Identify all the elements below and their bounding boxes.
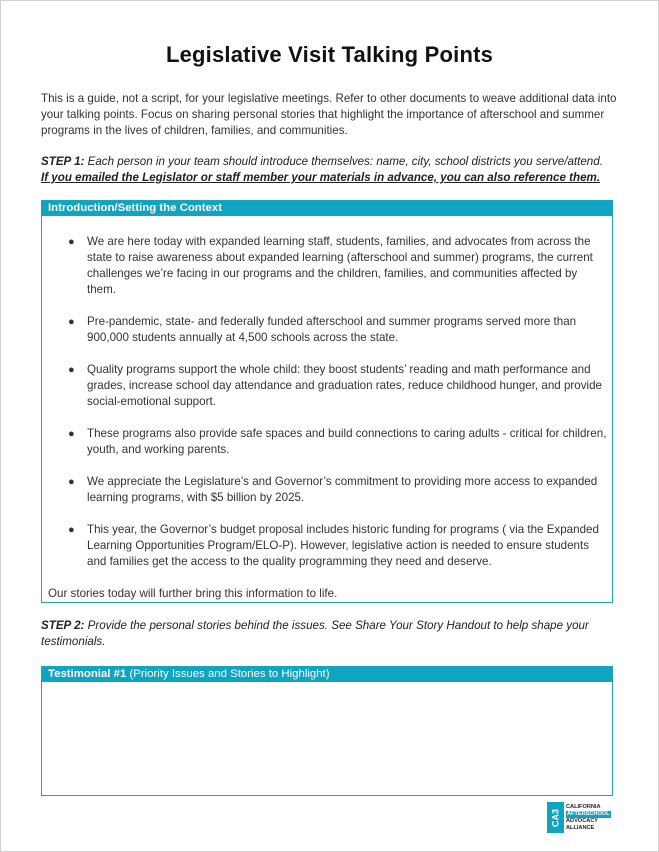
bullet-icon: ●	[68, 524, 75, 536]
testimonial-title: Testimonial #1	[48, 668, 127, 680]
list-item-text: Quality programs support the whole child: they boost students’ reading and math performance and grades, increase school day attendance and graduation rates, reduce childhood hunger, and provide social-emotional support.	[87, 363, 602, 408]
step-1	[41, 154, 631, 186]
logo-line: ADVOCACY	[566, 817, 599, 824]
list-item	[68, 314, 607, 346]
testimonial-box	[41, 666, 613, 796]
list-item-text: Pre-pandemic, state- and federally funded afterschool and summer programs served more than 900,000 students annually at 4,500 schools across the state.	[87, 315, 577, 344]
list-item	[68, 474, 607, 506]
logo-line: CALIFORNIA	[566, 803, 601, 810]
bullet-icon: ●	[68, 316, 75, 328]
list-item	[68, 426, 607, 458]
intro-paragraph: This is a guide, not a script, for your legislative meetings. Refer to other documents to weave additional data into your talking points. Focus on sharing personal stories that highlight the importance of afterschool and summer programs in the lives of children, families, and communities.	[41, 92, 617, 137]
testimonial-box-header	[42, 667, 612, 682]
step-1-text: Each person in your team should introduce themselves: name, city, school districts you serve/attend.	[84, 155, 603, 168]
step-2-label: STEP 2:	[41, 619, 85, 632]
testimonial-writing-area	[42, 682, 612, 794]
logo-line: ALLIANCE	[566, 824, 595, 831]
list-item-text: We are here today with expanded learning staff, students, families, and advocates from across the state to raise awareness about expanded learning (afterschool and summer) programs, the current challenges we’re facing in our programs and the children, families, and communities affected by them.	[87, 235, 593, 296]
step-1-label: STEP 1:	[41, 155, 85, 168]
closing-text: Our stories today will further bring this information to life.	[48, 587, 338, 600]
bullet-icon: ●	[68, 364, 75, 376]
list-item-text: This year, the Governor’s budget proposal includes historic funding for programs ( via the Expanded Learning Opportunities Program/ELO-P). However, legislative action is needed to ensure students and families get the access to the quality programming they need and deserve.	[87, 523, 599, 568]
list-item	[68, 362, 607, 410]
list-item-text: We appreciate the Legislature’s and Governor’s commitment to providing more access to expanded learning programs, with $5 billion by 2025.	[87, 475, 598, 504]
list-item	[68, 522, 607, 570]
step-2	[41, 618, 616, 650]
logo-line: AFTERSCHOOL	[567, 810, 610, 817]
bullet-icon: ●	[68, 236, 75, 248]
ca3-logo	[547, 801, 611, 834]
step-1-note: If you emailed the Legislator or staff member your materials in advance, you can also reference them.	[41, 171, 601, 184]
introduction-box	[41, 200, 613, 603]
testimonial-subtitle: (Priority Issues and Stories to Highlight)	[126, 668, 330, 680]
list-item	[68, 234, 607, 298]
list-item-text: These programs also provide safe spaces and build connections to caring adults - critical for children, youth, and working parents.	[87, 427, 607, 456]
bullet-icon: ●	[68, 476, 75, 488]
introduction-box-header: Introduction/Setting the Context	[42, 201, 612, 216]
logo-text	[566, 804, 611, 832]
page-title: Legislative Visit Talking Points	[165, 42, 494, 67]
bullet-icon: ●	[68, 428, 75, 440]
step-2-text: Provide the personal stories behind the issues. See Share Your Story Handout to help shape your testimonials.	[41, 619, 589, 648]
logo-mark: CA3	[547, 802, 564, 833]
